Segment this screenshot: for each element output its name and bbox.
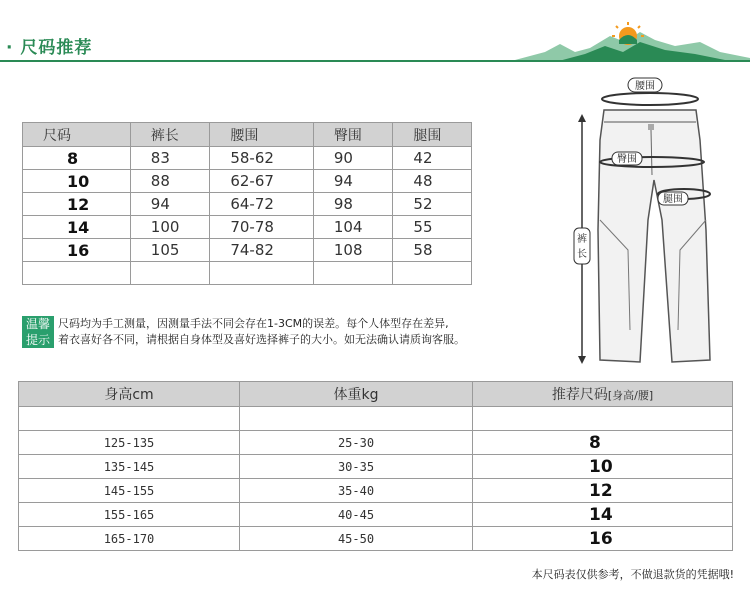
cell-size: 8 [23,147,131,170]
thigh-label: 腿围 [663,194,683,205]
col-header-recommend [473,382,733,407]
size-table-header-row [23,123,472,147]
arrow-up-icon [578,114,586,122]
col-header-hip: 臀围 [313,123,393,147]
cell-hip: 98 [313,193,393,216]
footnote: 本尺码表仅供参考，不做退款货的凭据哦! [531,568,734,581]
cell-thigh: 55 [393,216,472,239]
cell-length: 94 [130,193,210,216]
button-icon [648,124,654,130]
cell-height: 145-155 [19,479,240,503]
empty-cell [130,262,210,285]
cell-recommend: 16 [473,527,733,551]
pants-diagram [568,70,748,370]
col-header-weight: 体重kg [240,382,473,407]
cell-thigh: 58 [393,239,472,262]
cell-height: 155-165 [19,503,240,527]
cell-thigh: 48 [393,170,472,193]
header-divider [0,60,750,62]
cell-weight: 45-50 [240,527,473,551]
cell-waist: 64-72 [210,193,314,216]
tip-line1: 尺码均为手工测量，因测量手法不同会存在1-3CM的误差。每个人体型存在差异, [58,317,449,330]
col-header-waist: 腰围 [210,123,314,147]
empty-cell [393,262,472,285]
recommend-header-row [19,382,733,407]
empty-cell [23,262,131,285]
logo-mountains-icon [515,22,750,62]
recommend-header-suffix: [身高/腰] [607,389,654,402]
cell-hip: 94 [313,170,393,193]
table-row [23,170,472,193]
waist-label: 腰围 [635,81,655,92]
table-row [19,527,733,551]
cell-waist: 70-78 [210,216,314,239]
tip-badge-line2: 提示 [25,333,50,347]
cell-size: 14 [23,216,131,239]
length-label-2: 长 [577,249,587,260]
cell-waist: 74-82 [210,239,314,262]
cell-height: 125-135 [19,431,240,455]
cell-waist: 58-62 [210,147,314,170]
recommend-table [18,381,733,551]
page-header [0,0,750,62]
tip-text [58,316,465,348]
tip-badge-line1: 温馨 [25,317,50,331]
cell-weight: 40-45 [240,503,473,527]
cell-thigh: 42 [393,147,472,170]
length-label-1: 裤 [577,234,587,245]
cell-waist: 62-67 [210,170,314,193]
cell-thigh: 52 [393,193,472,216]
col-header-size: 尺码 [23,123,131,147]
arrow-down-icon [578,356,586,364]
cell-weight: 35-40 [240,479,473,503]
table-row [23,147,472,170]
table-row [23,239,472,262]
empty-cell [210,262,314,285]
cell-hip: 90 [313,147,393,170]
cell-length: 105 [130,239,210,262]
table-row-empty [19,407,733,431]
empty-cell [240,407,473,431]
col-header-height: 身高cm [19,382,240,407]
cell-recommend: 14 [473,503,733,527]
tip-badge [22,316,54,348]
table-row [23,216,472,239]
hip-label: 臀围 [617,154,637,165]
cell-weight: 25-30 [240,431,473,455]
cell-height: 165-170 [19,527,240,551]
waist-measure-icon [602,93,698,105]
col-header-thigh: 腿围 [393,123,472,147]
cell-recommend: 12 [473,479,733,503]
empty-cell [19,407,240,431]
cell-hip: 108 [313,239,393,262]
table-row [19,503,733,527]
recommend-header-text: 推荐尺码 [551,387,608,403]
table-row [19,455,733,479]
cell-length: 83 [130,147,210,170]
cell-length: 100 [130,216,210,239]
cell-size: 12 [23,193,131,216]
cell-weight: 30-35 [240,455,473,479]
cell-recommend: 8 [473,431,733,455]
table-row-empty [23,262,472,285]
table-row [19,431,733,455]
size-table [22,122,472,285]
tip-box [22,316,502,350]
section-title: · 尺码推荐 [6,38,93,58]
col-header-length: 裤长 [130,123,210,147]
empty-cell [313,262,393,285]
cell-length: 88 [130,170,210,193]
cell-recommend: 10 [473,455,733,479]
table-row [23,193,472,216]
cell-size: 10 [23,170,131,193]
empty-cell [473,407,733,431]
cell-size: 16 [23,239,131,262]
cell-height: 135-145 [19,455,240,479]
table-row [19,479,733,503]
tip-line2: 着衣喜好各不同，请根据自身体型及喜好选择裤子的大小。如无法确认请质询客服。 [58,333,465,346]
cell-hip: 104 [313,216,393,239]
